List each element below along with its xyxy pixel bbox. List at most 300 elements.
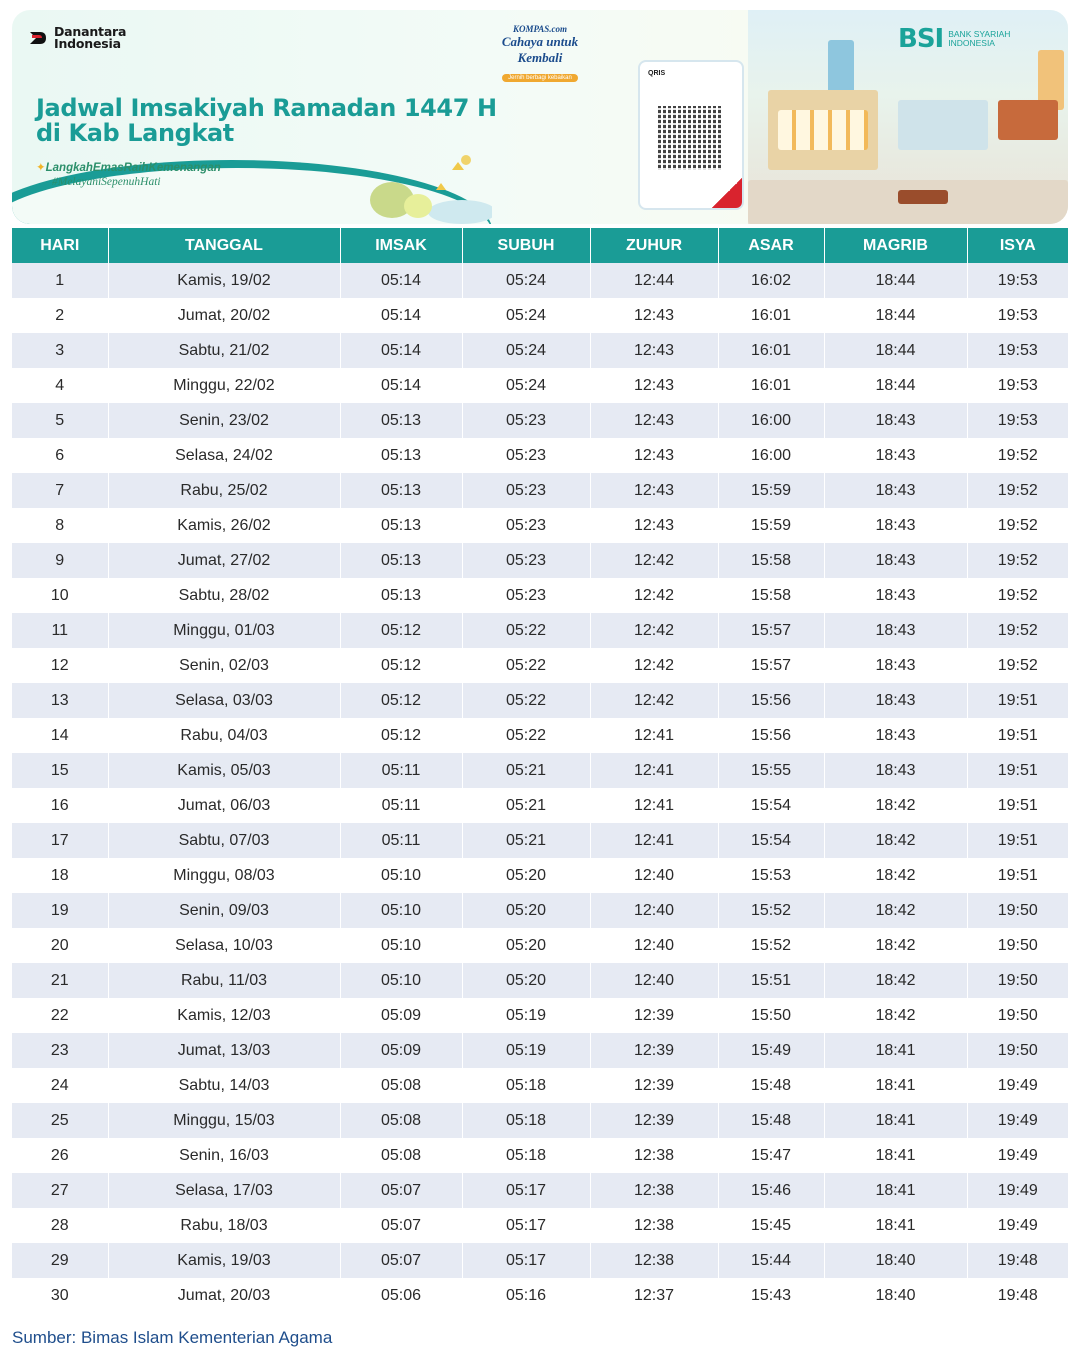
- cell-imsak: 05:13: [340, 543, 462, 578]
- table-row: [12, 998, 1068, 1033]
- cell-asar: 15:48: [718, 1103, 824, 1138]
- cell-isya: 19:51: [967, 858, 1068, 893]
- cell-magrib: 18:43: [824, 578, 967, 613]
- qris-card: [638, 60, 744, 210]
- cell-hari: 1: [12, 263, 108, 298]
- danantara-line1: Danantara: [54, 24, 127, 39]
- cell-hari: 4: [12, 368, 108, 403]
- cell-magrib: 18:44: [824, 298, 967, 333]
- cell-asar: 16:00: [718, 438, 824, 473]
- cell-isya: 19:50: [967, 1033, 1068, 1068]
- cell-isya: 19:49: [967, 1103, 1068, 1138]
- cell-magrib: 18:44: [824, 333, 967, 368]
- cell-magrib: 18:43: [824, 508, 967, 543]
- cell-asar: 15:52: [718, 928, 824, 963]
- cell-isya: 19:53: [967, 263, 1068, 298]
- cell-isya: 19:53: [967, 368, 1068, 403]
- cell-imsak: 05:14: [340, 368, 462, 403]
- cell-magrib: 18:41: [824, 1173, 967, 1208]
- cell-isya: 19:51: [967, 683, 1068, 718]
- cell-asar: 15:47: [718, 1138, 824, 1173]
- cell-tanggal: Sabtu, 21/02: [108, 333, 340, 368]
- cell-subuh: 05:24: [462, 333, 590, 368]
- cell-subuh: 05:24: [462, 368, 590, 403]
- column-header-tanggal: TANGGAL: [108, 228, 340, 263]
- cell-magrib: 18:43: [824, 753, 967, 788]
- hashtag-1-text: LangkahEmasRaihKemenangan: [45, 162, 221, 174]
- cell-zuhur: 12:42: [590, 543, 718, 578]
- bsi-sub1: BANK SYARIAH: [948, 29, 1011, 39]
- bsi-sub2: INDONESIA: [948, 38, 995, 48]
- cell-subuh: 05:21: [462, 788, 590, 823]
- cell-subuh: 05:23: [462, 473, 590, 508]
- source-note: Sumber: Bimas Islam Kementerian Agama: [12, 1328, 333, 1347]
- cell-hari: 2: [12, 298, 108, 333]
- cell-magrib: 18:43: [824, 543, 967, 578]
- cell-isya: 19:52: [967, 473, 1068, 508]
- cell-imsak: 05:09: [340, 1033, 462, 1068]
- cell-tanggal: Selasa, 10/03: [108, 928, 340, 963]
- cell-hari: 6: [12, 438, 108, 473]
- qris-label: QRIS: [648, 70, 666, 77]
- hashtag-1: [36, 160, 221, 174]
- cell-zuhur: 12:44: [590, 263, 718, 298]
- cell-imsak: 05:10: [340, 928, 462, 963]
- cell-magrib: 18:44: [824, 368, 967, 403]
- cell-imsak: 05:13: [340, 438, 462, 473]
- table-body: [12, 263, 1068, 1313]
- cell-tanggal: Selasa, 24/02: [108, 438, 340, 473]
- cell-zuhur: 12:41: [590, 718, 718, 753]
- cell-tanggal: Sabtu, 07/03: [108, 823, 340, 858]
- cell-isya: 19:51: [967, 823, 1068, 858]
- cell-imsak: 05:12: [340, 718, 462, 753]
- column-header-hari: HARI: [12, 228, 108, 263]
- cell-asar: 15:51: [718, 963, 824, 998]
- cell-magrib: 18:42: [824, 858, 967, 893]
- cell-asar: 15:54: [718, 823, 824, 858]
- cell-isya: 19:51: [967, 753, 1068, 788]
- cell-hari: 20: [12, 928, 108, 963]
- cell-hari: 9: [12, 543, 108, 578]
- cell-tanggal: Selasa, 03/03: [108, 683, 340, 718]
- table-row: [12, 1278, 1068, 1313]
- cell-magrib: 18:41: [824, 1033, 967, 1068]
- table-row: [12, 1033, 1068, 1068]
- cell-tanggal: Kamis, 19/03: [108, 1243, 340, 1278]
- table-row: [12, 718, 1068, 753]
- cell-isya: 19:51: [967, 718, 1068, 753]
- cell-isya: 19:50: [967, 998, 1068, 1033]
- cell-tanggal: Minggu, 22/02: [108, 368, 340, 403]
- cell-zuhur: 12:42: [590, 613, 718, 648]
- table-row: [12, 1138, 1068, 1173]
- table-row: [12, 753, 1068, 788]
- cell-zuhur: 12:37: [590, 1278, 718, 1313]
- cell-zuhur: 12:38: [590, 1243, 718, 1278]
- cell-hari: 29: [12, 1243, 108, 1278]
- cell-tanggal: Rabu, 11/03: [108, 963, 340, 998]
- cell-asar: 16:00: [718, 403, 824, 438]
- cell-asar: 15:58: [718, 578, 824, 613]
- title-line1: Jadwal Imsakiyah Ramadan 1447 H: [36, 94, 497, 122]
- cell-hari: 10: [12, 578, 108, 613]
- cell-zuhur: 12:41: [590, 753, 718, 788]
- table-row: [12, 1068, 1068, 1103]
- cell-magrib: 18:41: [824, 1068, 967, 1103]
- cell-magrib: 18:43: [824, 718, 967, 753]
- cell-asar: 15:44: [718, 1243, 824, 1278]
- cell-imsak: 05:08: [340, 1138, 462, 1173]
- table-row: [12, 263, 1068, 298]
- cell-hari: 8: [12, 508, 108, 543]
- sparkle-icon: ✦: [36, 162, 46, 174]
- cell-zuhur: 12:39: [590, 998, 718, 1033]
- cell-subuh: 05:23: [462, 543, 590, 578]
- cell-tanggal: Rabu, 18/03: [108, 1208, 340, 1243]
- cell-zuhur: 12:40: [590, 928, 718, 963]
- table-row: [12, 893, 1068, 928]
- cell-subuh: 05:22: [462, 718, 590, 753]
- cell-zuhur: 12:39: [590, 1033, 718, 1068]
- cell-tanggal: Senin, 16/03: [108, 1138, 340, 1173]
- cell-zuhur: 12:42: [590, 578, 718, 613]
- cell-tanggal: Jumat, 06/03: [108, 788, 340, 823]
- danantara-logo-text: [54, 26, 126, 50]
- cell-tanggal: Kamis, 05/03: [108, 753, 340, 788]
- cell-imsak: 05:10: [340, 858, 462, 893]
- cell-isya: 19:49: [967, 1208, 1068, 1243]
- cell-asar: 15:52: [718, 893, 824, 928]
- cell-tanggal: Jumat, 20/03: [108, 1278, 340, 1313]
- cell-asar: 15:43: [718, 1278, 824, 1313]
- column-header-magrib: MAGRIB: [824, 228, 967, 263]
- cell-subuh: 05:17: [462, 1243, 590, 1278]
- cell-subuh: 05:19: [462, 998, 590, 1033]
- cell-isya: 19:49: [967, 1173, 1068, 1208]
- cell-isya: 19:48: [967, 1278, 1068, 1313]
- cell-magrib: 18:42: [824, 963, 967, 998]
- cell-subuh: 05:18: [462, 1103, 590, 1138]
- cell-imsak: 05:14: [340, 298, 462, 333]
- cell-zuhur: 12:43: [590, 508, 718, 543]
- cell-magrib: 18:42: [824, 998, 967, 1033]
- cell-imsak: 05:10: [340, 963, 462, 998]
- cell-imsak: 05:14: [340, 333, 462, 368]
- cell-subuh: 05:17: [462, 1173, 590, 1208]
- cell-isya: 19:52: [967, 438, 1068, 473]
- cell-tanggal: Senin, 23/02: [108, 403, 340, 438]
- cell-asar: 16:01: [718, 368, 824, 403]
- cell-isya: 19:49: [967, 1068, 1068, 1103]
- cell-subuh: 05:23: [462, 403, 590, 438]
- cell-hari: 26: [12, 1138, 108, 1173]
- cell-subuh: 05:21: [462, 753, 590, 788]
- cell-tanggal: Rabu, 25/02: [108, 473, 340, 508]
- cell-zuhur: 12:41: [590, 788, 718, 823]
- cell-hari: 14: [12, 718, 108, 753]
- cell-asar: 16:01: [718, 333, 824, 368]
- cell-zuhur: 12:43: [590, 298, 718, 333]
- table-row: [12, 963, 1068, 998]
- cell-asar: 15:48: [718, 1068, 824, 1103]
- cell-imsak: 05:14: [340, 263, 462, 298]
- cell-hari: 21: [12, 963, 108, 998]
- cell-zuhur: 12:38: [590, 1138, 718, 1173]
- cell-imsak: 05:11: [340, 823, 462, 858]
- cell-subuh: 05:20: [462, 858, 590, 893]
- cell-subuh: 05:24: [462, 263, 590, 298]
- cell-asar: 15:46: [718, 1173, 824, 1208]
- cell-isya: 19:48: [967, 1243, 1068, 1278]
- cell-hari: 5: [12, 403, 108, 438]
- cell-zuhur: 12:39: [590, 1068, 718, 1103]
- cell-imsak: 05:12: [340, 648, 462, 683]
- table-row: [12, 578, 1068, 613]
- cell-tanggal: Selasa, 17/03: [108, 1173, 340, 1208]
- cell-subuh: 05:23: [462, 578, 590, 613]
- page-title: [36, 96, 506, 146]
- cell-hari: 30: [12, 1278, 108, 1313]
- cell-isya: 19:52: [967, 508, 1068, 543]
- table-row: [12, 1208, 1068, 1243]
- imsakiyah-schedule-table: [12, 228, 1068, 1313]
- cell-hari: 7: [12, 473, 108, 508]
- cell-isya: 19:50: [967, 963, 1068, 998]
- danantara-line2: Indonesia: [54, 36, 121, 51]
- cell-hari: 13: [12, 683, 108, 718]
- cell-magrib: 18:43: [824, 438, 967, 473]
- cell-magrib: 18:41: [824, 1208, 967, 1243]
- building-shape: [898, 100, 988, 150]
- cell-subuh: 05:20: [462, 893, 590, 928]
- kompas-line2: Cahaya untuk Kembali: [501, 34, 579, 65]
- kompas-logo: [480, 24, 600, 84]
- building-shape: [998, 100, 1058, 140]
- cell-tanggal: Sabtu, 14/03: [108, 1068, 340, 1103]
- cell-tanggal: Senin, 02/03: [108, 648, 340, 683]
- cell-zuhur: 12:43: [590, 473, 718, 508]
- column-header-isya: ISYA: [967, 228, 1068, 263]
- cell-tanggal: Rabu, 04/03: [108, 718, 340, 753]
- cell-isya: 19:53: [967, 333, 1068, 368]
- header-banner: [12, 10, 1068, 224]
- cell-asar: 16:02: [718, 263, 824, 298]
- qr-code-icon: [658, 106, 722, 170]
- cell-subuh: 05:18: [462, 1138, 590, 1173]
- cell-subuh: 05:19: [462, 1033, 590, 1068]
- kompas-line1: KOMPAS.com: [512, 24, 568, 34]
- cell-magrib: 18:43: [824, 683, 967, 718]
- cell-hari: 15: [12, 753, 108, 788]
- cell-tanggal: Kamis, 26/02: [108, 508, 340, 543]
- cell-subuh: 05:20: [462, 963, 590, 998]
- cell-magrib: 18:42: [824, 823, 967, 858]
- cell-hari: 16: [12, 788, 108, 823]
- cell-magrib: 18:43: [824, 473, 967, 508]
- cell-hari: 27: [12, 1173, 108, 1208]
- cell-zuhur: 12:40: [590, 858, 718, 893]
- bench-shape: [898, 190, 948, 204]
- cell-isya: 19:50: [967, 893, 1068, 928]
- table-row: [12, 683, 1068, 718]
- cell-magrib: 18:43: [824, 613, 967, 648]
- cell-asar: 16:01: [718, 298, 824, 333]
- cell-isya: 19:53: [967, 298, 1068, 333]
- cell-magrib: 18:40: [824, 1278, 967, 1313]
- cell-tanggal: Kamis, 12/03: [108, 998, 340, 1033]
- cell-isya: 19:52: [967, 543, 1068, 578]
- cell-magrib: 18:42: [824, 788, 967, 823]
- cell-imsak: 05:13: [340, 508, 462, 543]
- table-row: [12, 1103, 1068, 1138]
- cell-asar: 15:57: [718, 613, 824, 648]
- cell-asar: 15:57: [718, 648, 824, 683]
- cell-isya: 19:50: [967, 928, 1068, 963]
- danantara-logo: [28, 26, 126, 50]
- cell-imsak: 05:07: [340, 1173, 462, 1208]
- cell-imsak: 05:12: [340, 613, 462, 648]
- cell-hari: 3: [12, 333, 108, 368]
- cell-tanggal: Jumat, 13/03: [108, 1033, 340, 1068]
- cell-zuhur: 12:43: [590, 403, 718, 438]
- table-row: [12, 543, 1068, 578]
- cell-asar: 15:54: [718, 788, 824, 823]
- cell-zuhur: 12:42: [590, 648, 718, 683]
- cell-hari: 12: [12, 648, 108, 683]
- bsi-logo-mark: BSI: [898, 24, 944, 54]
- cell-tanggal: Kamis, 19/02: [108, 263, 340, 298]
- cell-imsak: 05:13: [340, 578, 462, 613]
- cell-zuhur: 12:41: [590, 823, 718, 858]
- cell-hari: 25: [12, 1103, 108, 1138]
- table-row: [12, 473, 1068, 508]
- cell-zuhur: 12:38: [590, 1208, 718, 1243]
- cell-zuhur: 12:42: [590, 683, 718, 718]
- cell-zuhur: 12:38: [590, 1173, 718, 1208]
- table-row: [12, 788, 1068, 823]
- cell-subuh: 05:18: [462, 1068, 590, 1103]
- cell-tanggal: Minggu, 01/03: [108, 613, 340, 648]
- cell-subuh: 05:22: [462, 648, 590, 683]
- cell-asar: 15:58: [718, 543, 824, 578]
- cell-isya: 19:52: [967, 648, 1068, 683]
- cell-zuhur: 12:43: [590, 368, 718, 403]
- cell-hari: 18: [12, 858, 108, 893]
- cell-imsak: 05:13: [340, 473, 462, 508]
- cell-hari: 23: [12, 1033, 108, 1068]
- danantara-logo-icon: [28, 28, 48, 48]
- cell-imsak: 05:07: [340, 1243, 462, 1278]
- table-header-row: [12, 228, 1068, 263]
- cell-tanggal: Sabtu, 28/02: [108, 578, 340, 613]
- cell-subuh: 05:22: [462, 683, 590, 718]
- cell-zuhur: 12:43: [590, 333, 718, 368]
- column-header-imsak: IMSAK: [340, 228, 462, 263]
- cell-asar: 15:53: [718, 858, 824, 893]
- cell-asar: 15:49: [718, 1033, 824, 1068]
- cell-subuh: 05:23: [462, 508, 590, 543]
- column-header-asar: ASAR: [718, 228, 824, 263]
- cell-magrib: 18:42: [824, 928, 967, 963]
- table-row: [12, 858, 1068, 893]
- cell-subuh: 05:23: [462, 438, 590, 473]
- cell-subuh: 05:24: [462, 298, 590, 333]
- cell-asar: 15:59: [718, 473, 824, 508]
- column-header-subuh: SUBUH: [462, 228, 590, 263]
- cell-imsak: 05:07: [340, 1208, 462, 1243]
- table-row: [12, 298, 1068, 333]
- title-line2: di Kab Langkat: [36, 119, 234, 147]
- cell-subuh: 05:22: [462, 613, 590, 648]
- cell-tanggal: Minggu, 15/03: [108, 1103, 340, 1138]
- cell-hari: 11: [12, 613, 108, 648]
- cell-imsak: 05:11: [340, 753, 462, 788]
- table-row: [12, 508, 1068, 543]
- cell-imsak: 05:10: [340, 893, 462, 928]
- cell-tanggal: Minggu, 08/03: [108, 858, 340, 893]
- cell-magrib: 18:43: [824, 648, 967, 683]
- cell-imsak: 05:13: [340, 403, 462, 438]
- column-header-zuhur: ZUHUR: [590, 228, 718, 263]
- cell-asar: 15:56: [718, 683, 824, 718]
- cell-isya: 19:49: [967, 1138, 1068, 1173]
- cell-asar: 15:59: [718, 508, 824, 543]
- table-row: [12, 1243, 1068, 1278]
- cell-asar: 15:56: [718, 718, 824, 753]
- cell-tanggal: Senin, 09/03: [108, 893, 340, 928]
- cell-subuh: 05:17: [462, 1208, 590, 1243]
- qris-card-corner: [712, 178, 742, 208]
- cell-asar: 15:55: [718, 753, 824, 788]
- cell-imsak: 05:08: [340, 1068, 462, 1103]
- cell-zuhur: 12:40: [590, 893, 718, 928]
- cell-magrib: 18:44: [824, 263, 967, 298]
- cell-zuhur: 12:40: [590, 963, 718, 998]
- cell-magrib: 18:42: [824, 893, 967, 928]
- cell-imsak: 05:08: [340, 1103, 462, 1138]
- table-row: [12, 403, 1068, 438]
- cell-hari: 19: [12, 893, 108, 928]
- table-row: [12, 333, 1068, 368]
- table-row: [12, 438, 1068, 473]
- table-row: [12, 928, 1068, 963]
- cell-isya: 19:53: [967, 403, 1068, 438]
- cell-hari: 28: [12, 1208, 108, 1243]
- cell-isya: 19:52: [967, 578, 1068, 613]
- cell-tanggal: Jumat, 20/02: [108, 298, 340, 333]
- cell-imsak: 05:12: [340, 683, 462, 718]
- cell-asar: 15:45: [718, 1208, 824, 1243]
- lantern-decoration-icon: [352, 150, 492, 224]
- bsi-logo: [898, 24, 1010, 54]
- cell-magrib: 18:43: [824, 403, 967, 438]
- cell-magrib: 18:41: [824, 1103, 967, 1138]
- bsi-logo-text: [948, 30, 1010, 48]
- cell-subuh: 05:20: [462, 928, 590, 963]
- cell-subuh: 05:16: [462, 1278, 590, 1313]
- cell-imsak: 05:11: [340, 788, 462, 823]
- table-row: [12, 823, 1068, 858]
- table-row: [12, 1173, 1068, 1208]
- table-row: [12, 613, 1068, 648]
- table-row: [12, 648, 1068, 683]
- hashtag-2: #MelayaniSepenuhHati: [52, 176, 161, 188]
- cell-imsak: 05:06: [340, 1278, 462, 1313]
- cell-tanggal: Jumat, 27/02: [108, 543, 340, 578]
- cell-hari: 17: [12, 823, 108, 858]
- building-arches: [778, 110, 868, 150]
